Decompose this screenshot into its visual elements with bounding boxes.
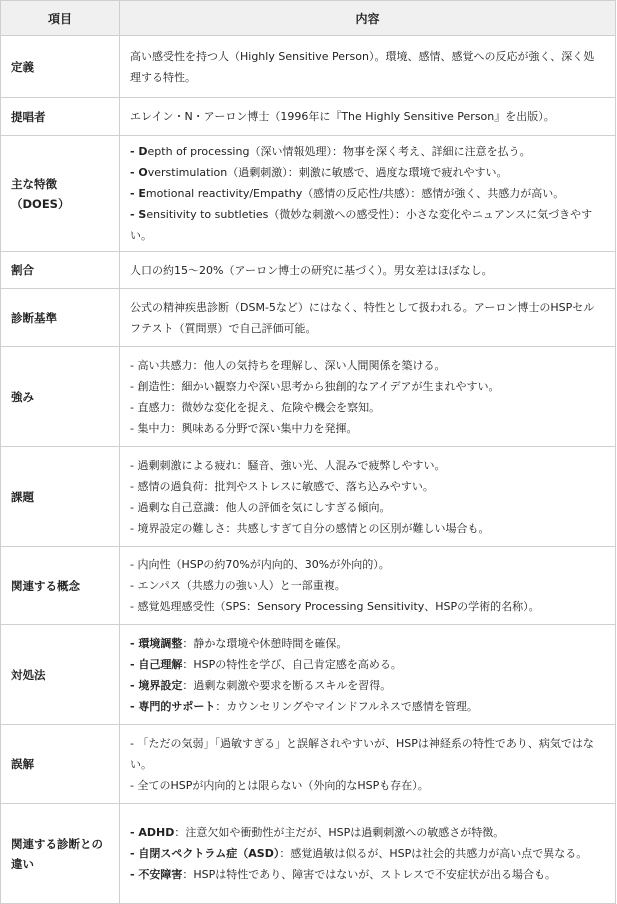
value-line: 公式の精神疾患診断（DSM-5など）にはなく、特性として扱われる。アーロン博士のHSPセルフテスト（質問票）で自己評価可能。: [130, 300, 595, 335]
value-line: [130, 141, 605, 162]
value-line: [130, 654, 605, 675]
table-row: [1, 347, 616, 447]
line-text: verstimulation（過剰刺激）：刺激に敏感で、過度な環境で疲れやすい。: [147, 166, 508, 179]
value-line: [130, 843, 605, 864]
table-row: [1, 36, 616, 98]
line-text: ：静かな環境や休憩時間を確保。: [182, 636, 348, 650]
value-line: [130, 162, 605, 183]
row-key: 強み: [1, 347, 120, 447]
line-head: - S: [130, 208, 147, 221]
value-line: - 創造性：細かい観察力や深い思考から独創的なアイデアが生まれやすい。: [130, 379, 500, 393]
value-line: - 内向性（HSPの約70%が内向的、30%が外向的）。: [130, 558, 390, 571]
line-head: - D: [130, 145, 148, 158]
line-text: ：感覚過敏は似るが、HSPは社会的共感力が高い点で異なる。: [279, 847, 588, 860]
header-item: 項目: [1, 1, 120, 36]
table-row: [1, 252, 616, 289]
line-head: - 不安障害: [130, 868, 183, 881]
value-line: - 直感力：微妙な変化を捉え、危険や機会を察知。: [130, 400, 381, 414]
table-row: [1, 136, 616, 252]
table-row: [1, 804, 616, 904]
line-text: ：HSPの特性を学び、自己肯定感を高める。: [182, 657, 402, 671]
value-line: [130, 204, 605, 246]
row-value: [120, 725, 616, 804]
value-line: - 過剰刺激による疲れ：騒音、強い光、人混みで疲弊しやすい。: [130, 458, 446, 472]
header-content: 内容: [120, 1, 616, 36]
value-line: [130, 183, 605, 204]
line-text: ：カウンセリングやマインドフルネスで感情を管理。: [215, 699, 478, 713]
value-line: [130, 864, 605, 885]
row-key: 診断基準: [1, 289, 120, 347]
value-line: エレイン・N・アーロン博士（1996年に『The Highly Sensitive Person』を出版）。: [130, 110, 555, 123]
row-key: 関連する診断との違い: [1, 804, 120, 904]
line-text: epth of processing（深い情報処理）：物事を深く考え、詳細に注意を払う。: [147, 145, 531, 158]
table-row: [1, 625, 616, 725]
value-line: - 過剰な自己意識：他人の評価を気にしすぎる傾向。: [130, 500, 391, 514]
row-value: [120, 547, 616, 625]
table-row: [1, 725, 616, 804]
table-row: [1, 447, 616, 547]
value-line: [130, 822, 605, 843]
table-row: [1, 289, 616, 347]
line-head: - 境界設定: [130, 678, 183, 692]
line-text: motional reactivity/Empathy（感情の反応性/共感）：感情が強く、共感力が高い。: [145, 187, 565, 200]
line-text: ：HSPは特性であり、障害ではないが、ストレスで不安症状が出る場合も。: [182, 868, 556, 881]
value-line: [130, 675, 605, 696]
row-value: [120, 136, 616, 252]
table-row: [1, 547, 616, 625]
row-key: 課題: [1, 447, 120, 547]
value-line: - 感情の過負荷：批判やストレスに敏感で、落ち込みやすい。: [130, 479, 434, 493]
row-value: [120, 252, 616, 289]
row-key-text: 主な特徴（DOES）: [11, 176, 70, 211]
value-line: 人口の約15〜20%（アーロン博士の研究に基づく）。男女差はほぼなし。: [130, 263, 493, 277]
row-value: [120, 289, 616, 347]
line-head: - 環境調整: [130, 636, 183, 650]
line-head: - 専門的サポート: [130, 699, 216, 713]
value-line: - 全てのHSPが内向的とは限らない（外向的なHSPも存在）。: [130, 778, 429, 792]
row-key: 提唱者: [1, 98, 120, 136]
value-line: [130, 696, 605, 717]
row-key: 誤解: [1, 725, 120, 804]
line-head: - E: [130, 187, 146, 200]
row-value: [120, 98, 616, 136]
table-row: [1, 98, 616, 136]
value-line: - 高い共感力：他人の気持ちを理解し、深い人間関係を築ける。: [130, 358, 446, 372]
line-head: - 自閉スペクトラム症（ASD）: [130, 847, 280, 860]
value-line: [130, 633, 605, 654]
table-header-row: [1, 1, 616, 36]
line-text: ：注意欠如や衝動性が主だが、HSPは過剰刺激への敏感さが特徴。: [174, 826, 505, 839]
row-key: 対処法: [1, 625, 120, 725]
row-value: [120, 36, 616, 98]
value-line: - 「ただの気弱」「過敏すぎる」と誤解されやすいが、HSPは神経系の特性であり、病気ではない。: [130, 736, 594, 771]
line-text: ensitivity to subtleties（微妙な刺激への感受性）：小さな変化やニュアンスに気づきやすい。: [130, 208, 593, 242]
row-key: [1, 136, 120, 252]
line-text: ：過剰な刺激や要求を断るスキルを習得。: [182, 678, 392, 692]
row-value: [120, 625, 616, 725]
row-value: [120, 347, 616, 447]
line-head: - 自己理解: [130, 657, 183, 671]
value-line: - エンパス（共感力の強い人）と一部重複。: [130, 579, 346, 592]
value-line: - 集中力：興味ある分野で深い集中力を発揮。: [130, 421, 358, 435]
row-key: 割合: [1, 252, 120, 289]
line-head: - ADHD: [130, 826, 175, 839]
line-head: - O: [130, 166, 148, 179]
row-value: [120, 447, 616, 547]
value-line: - 境界設定の難しさ：共感しすぎて自分の感情との区別が難しい場合も。: [130, 521, 490, 535]
row-key: 関連する概念: [1, 547, 120, 625]
row-value: [120, 804, 616, 904]
value-line: 高い感受性を持つ人（Highly Sensitive Person）。環境、感情、感覚への反応が強く、深く処理する特性。: [130, 49, 595, 84]
row-key: 定義: [1, 36, 120, 98]
value-line: - 感覚処理感受性（SPS：Sensory Processing Sensitivity、HSPの学術的名称）。: [130, 600, 540, 613]
